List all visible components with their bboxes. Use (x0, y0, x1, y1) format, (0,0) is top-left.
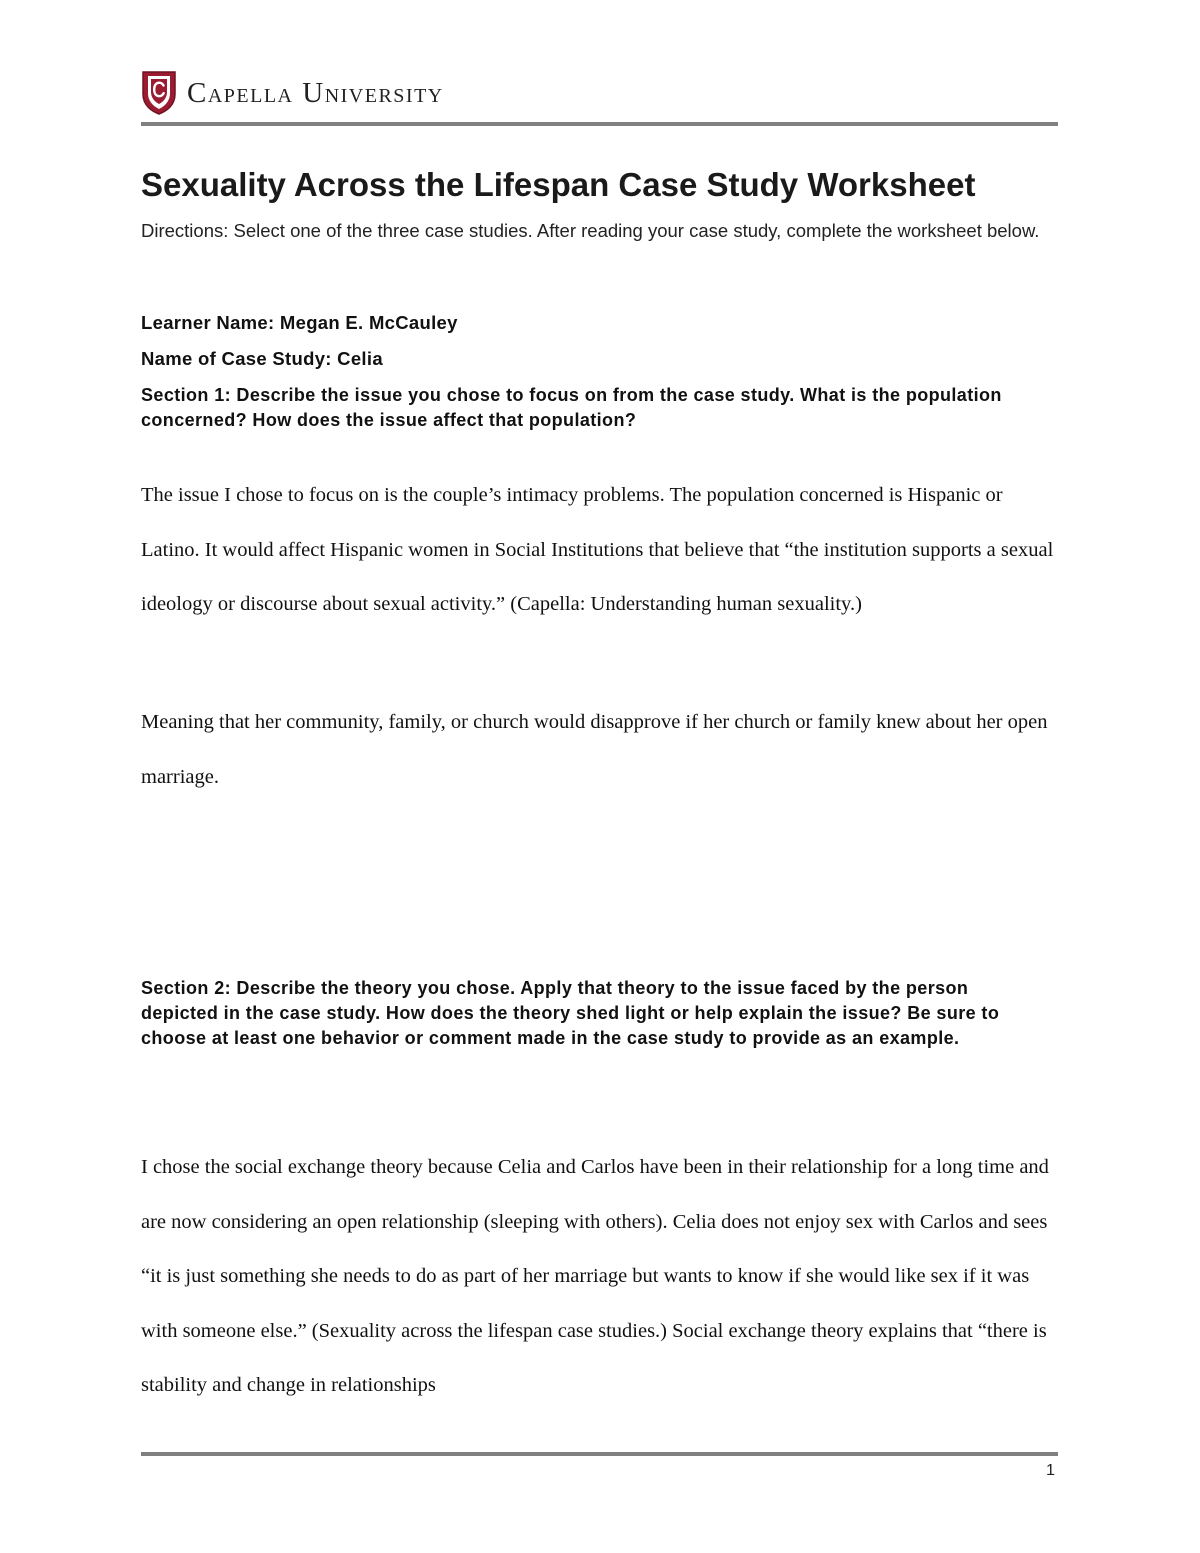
section-1-question: Section 1: Describe the issue you chose to focus on from the case study. What is the population concerned? How does the issue affect that population? (141, 385, 1002, 430)
university-logo (141, 70, 444, 116)
header-divider (141, 122, 1058, 126)
footer-divider (141, 1452, 1058, 1456)
case-study-name: Name of Case Study: Celia (141, 348, 383, 369)
section-2-question: Section 2: Describe the theory you chose. Apply that theory to the issue faced by the person depicted in the case study. How does the theory shed light or help explain the issue? Be sure to choose at least one behavior or comment made in the case study to provide as an example. (141, 978, 1000, 1048)
shield-logo-icon (141, 70, 177, 116)
directions-text: Directions: Select one of the three case studies. After reading your case study, complete the worksheet below. (141, 220, 1040, 241)
document-title: Sexuality Across the Lifespan Case Study Worksheet (141, 166, 976, 203)
learner-name: Learner Name: Megan E. McCauley (141, 312, 458, 333)
page-number: 1 (1046, 1462, 1055, 1479)
section-1-answer-paragraph-1: The issue I chose to focus on is the couple’s intimacy problems. The population concerned is Hispanic or Latino. It would affect Hispanic women in Social Institutions that believe that “the institution supports a sexual ideology or discourse about sexual activity.” (Capella: Understanding human sexuality.) (141, 484, 1054, 615)
section-1-answer-paragraph-2: Meaning that her community, family, or church would disapprove if her church or family knew about her open marriage. (141, 711, 1048, 788)
section-2-answer-paragraph-1: I chose the social exchange theory because Celia and Carlos have been in their relationship for a long time and are now considering an open relationship (sleeping with others). Celia does not enjoy sex with Carlos and sees “it is just something she needs to do as part of her marriage but wants to know if she would like sex if it was with someone else.” (Sexuality across the lifespan case studies.) Social exchange theory explains that “there is stability and change in relationships (141, 1156, 1049, 1396)
university-wordmark: Capella University (187, 76, 444, 109)
